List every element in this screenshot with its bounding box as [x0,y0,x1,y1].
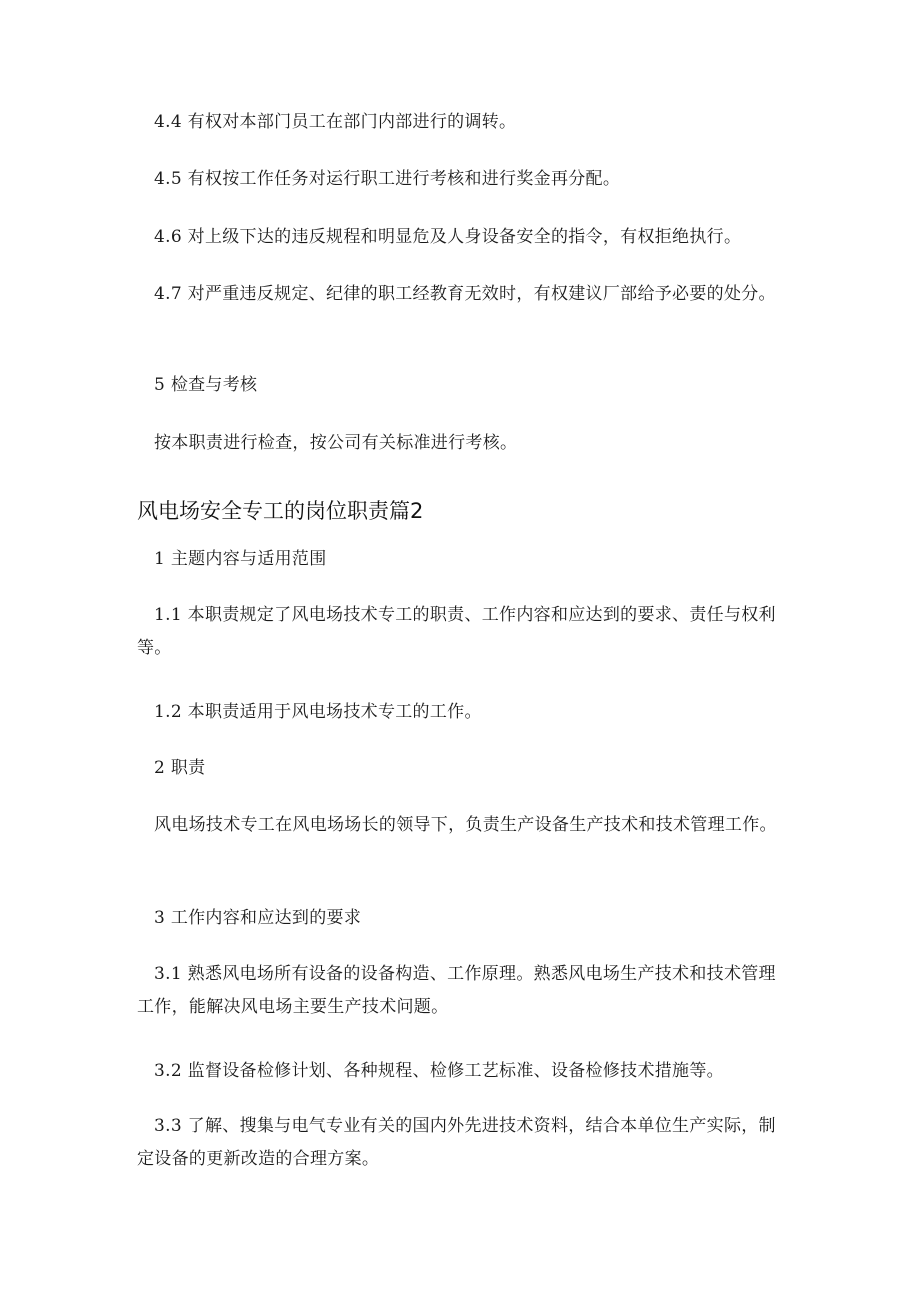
paragraph-check-assess: 按本职责进行检查，按公司有关标准进行考核。 [154,433,518,453]
section-heading: 风电场安全专工的岗位职责篇2 [137,499,424,523]
paragraph-section-2: 2 职责 [154,758,206,778]
paragraph-4-6: 4.6 对上级下达的违反规程和明显危及人身设备安全的指令，有权拒绝执行。 [154,227,742,247]
paragraph-4-5: 4.5 有权按工作任务对运行职工进行考核和进行奖金再分配。 [154,169,621,189]
paragraph-3-2: 3.2 监督设备检修计划、各种规程、检修工艺标准、设备检修技术措施等。 [154,1061,724,1081]
paragraph-4-7: 4.7 对严重违反规定、纪律的职工经教育无效时，有权建议厂部给予必要的处分。 [154,284,776,304]
paragraph-section-3: 3 工作内容和应达到的要求 [154,908,362,928]
paragraph-3-1: 3.1 熟悉风电场所有设备的设备构造、工作原理。熟悉风电场生产技术和技术管理工作，能解决风电场主要生产技术问题。 [137,964,776,1017]
paragraph-3-3: 3.3 了解、搜集与电气专业有关的国内外先进技术资料，结合本单位生产实际，制定设备的更新改造的合理方案。 [137,1116,776,1169]
paragraph-1-1: 1.1 本职责规定了风电场技术专工的职责、工作内容和应达到的要求、责任与权利等。 [137,605,776,658]
paragraph-1-2: 1.2 本职责适用于风电场技术专工的工作。 [154,702,482,722]
paragraph-duty: 风电场技术专工在风电场场长的领导下，负责生产设备生产技术和技术管理工作。 [154,815,777,835]
paragraph-section-1: 1 主题内容与适用范围 [154,549,327,569]
paragraph-4-4: 4.4 有权对本部门员工在部门内部进行的调转。 [154,112,517,132]
paragraph-section-5: 5 检查与考核 [154,375,258,395]
